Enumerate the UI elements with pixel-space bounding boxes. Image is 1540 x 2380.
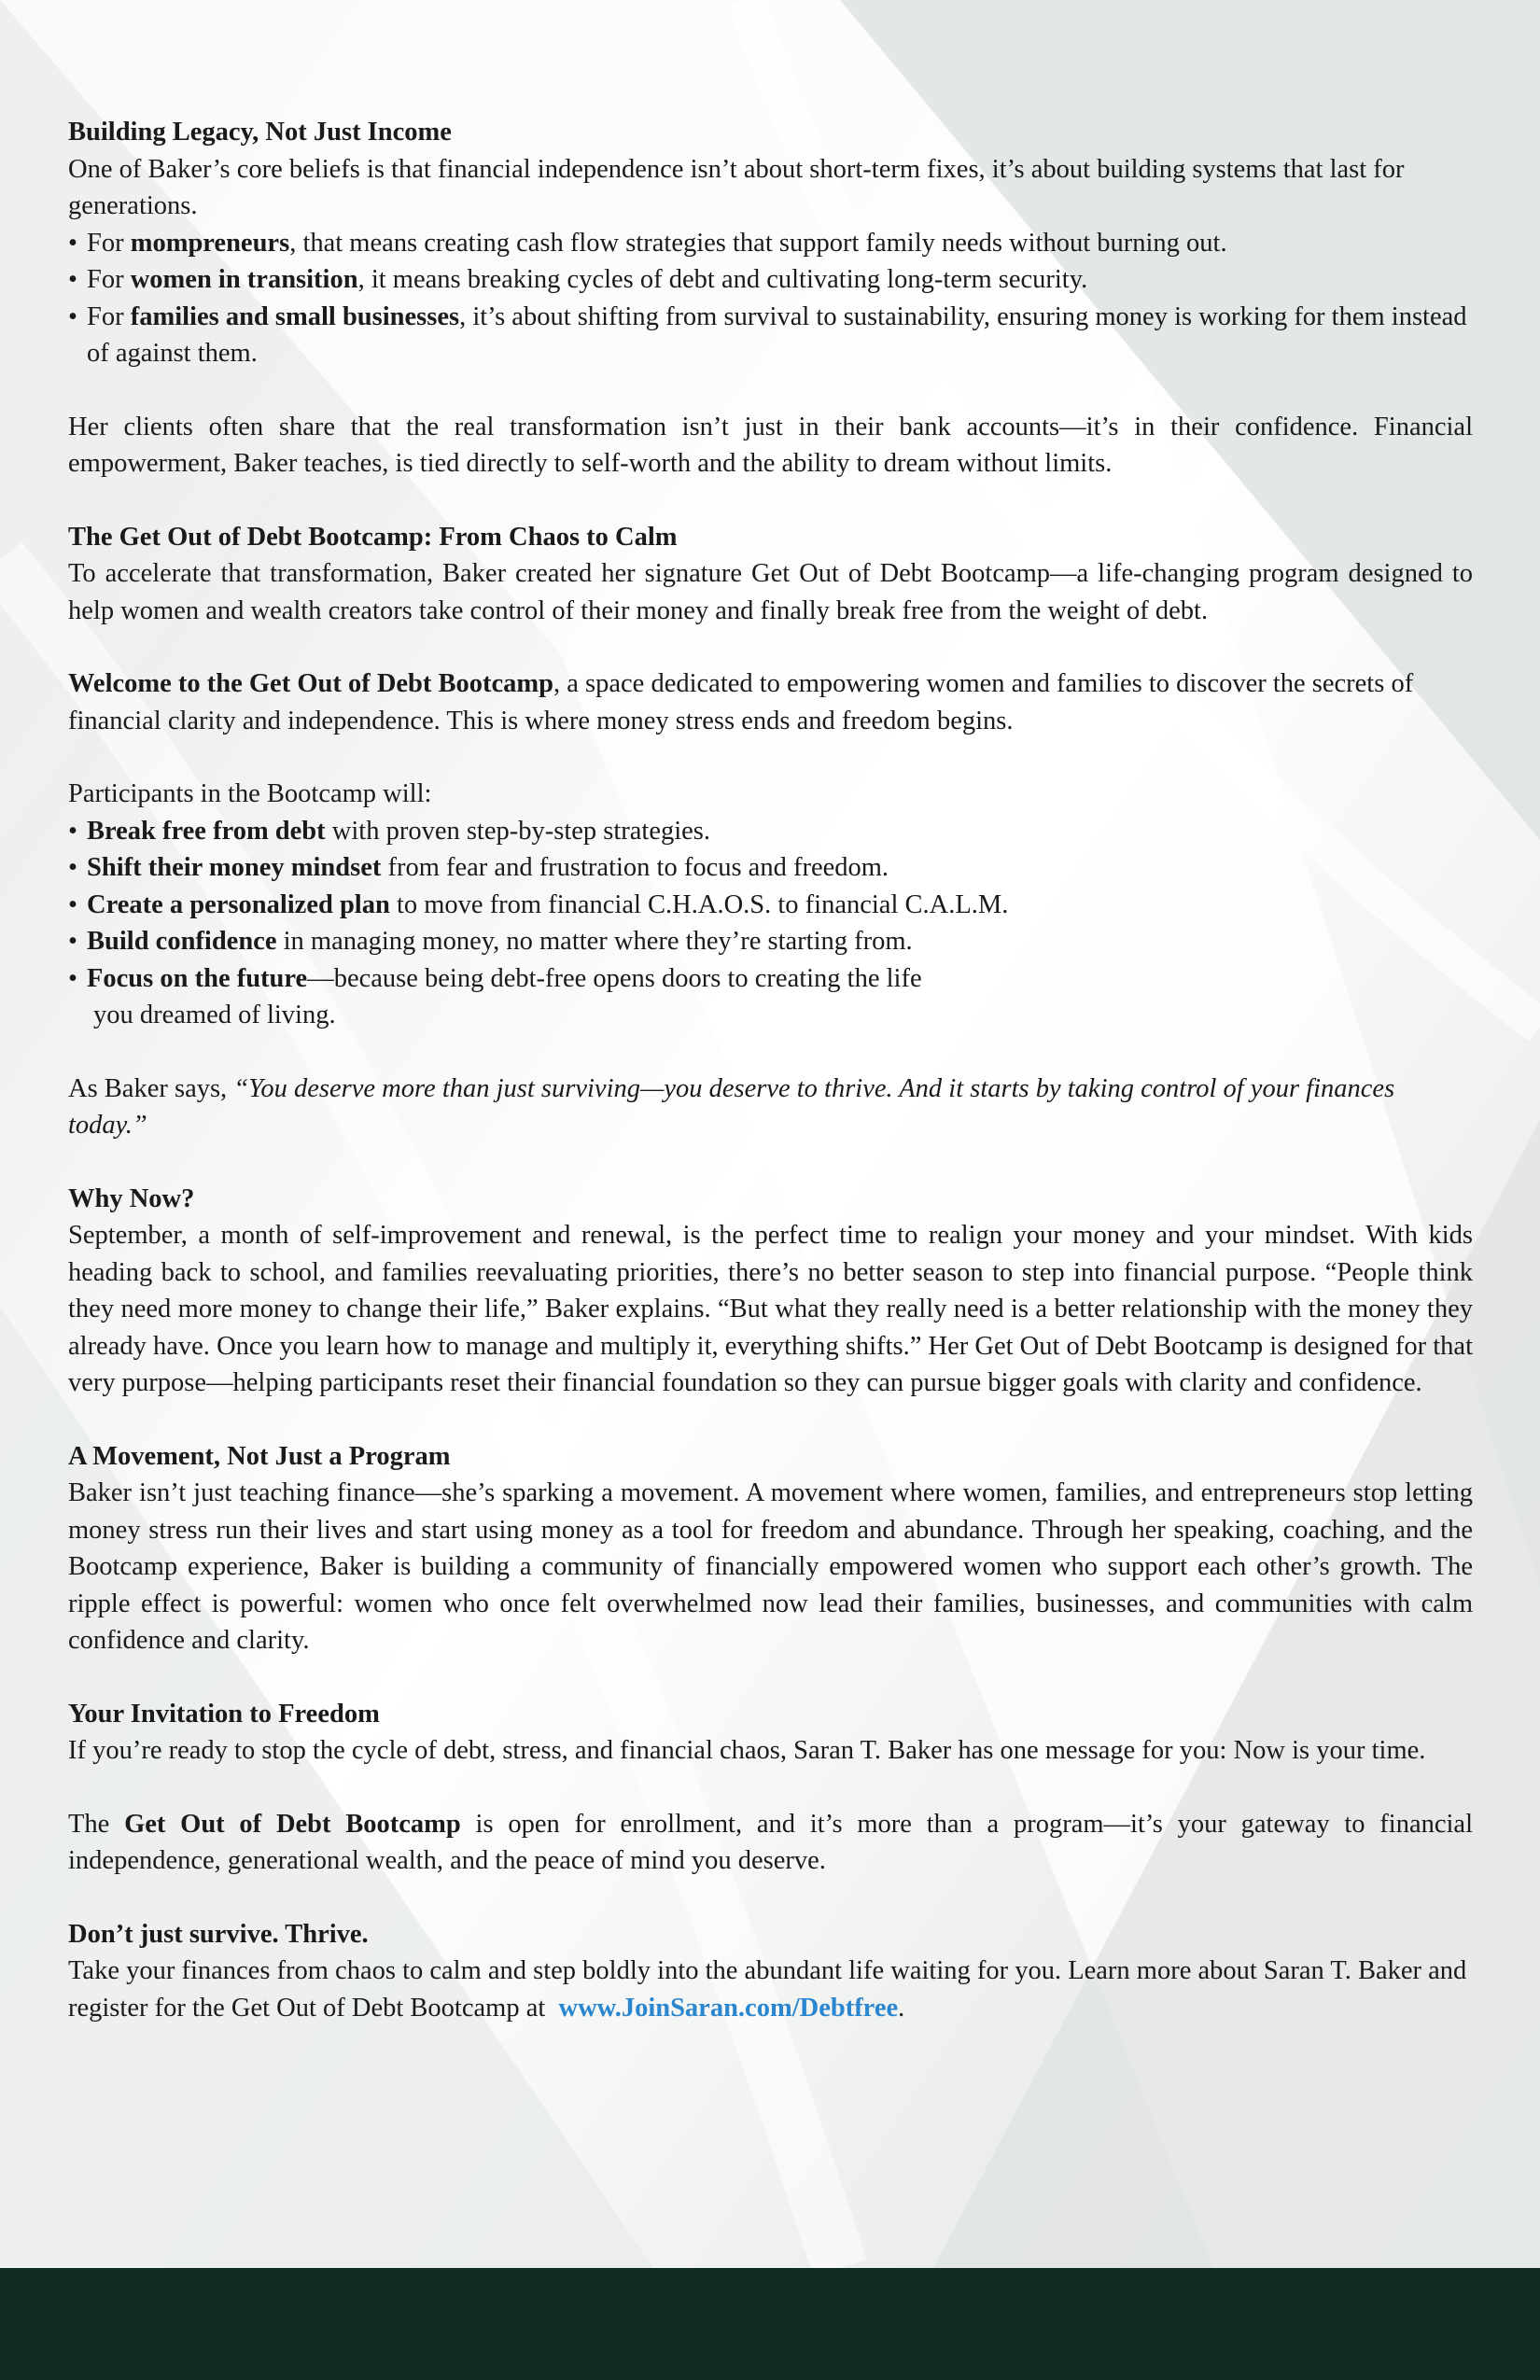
section-invitation — [68, 1696, 1473, 1770]
section-why-now — [68, 1181, 1473, 1402]
section-clients — [68, 409, 1473, 483]
section-welcome — [68, 665, 1473, 739]
list-item: • Focus on the future—because being debt-free opens doors to creating the life you dreamed of living. — [68, 963, 922, 1029]
heading-bootcamp: The Get Out of Debt Bootcamp: From Chaos to Calm — [68, 522, 678, 552]
enrollment-paragraph: The Get Out of Debt Bootcamp is open for enrollment, and it’s more than a program—it’s your gateway to financial independence, generational wealth, and the peace of mind you deserve. — [68, 1809, 1473, 1875]
list-item: • Create a personalized plan to move from financial C.H.A.O.S. to financial C.A.L.M. — [68, 889, 1009, 919]
participants-intro: Participants in the Bootcamp will: — [68, 779, 432, 808]
list-item: • For women in transition, it means breaking cycles of debt and cultivating long-term security. — [68, 265, 1088, 294]
legacy-bullet-list — [68, 225, 1473, 372]
participants-bullet-list — [68, 813, 1473, 1034]
list-item: • Shift their money mindset from fear and frustration to focus and freedom. — [68, 853, 889, 882]
bootcamp-paragraph: To accelerate that transformation, Baker created her signature Get Out of Debt Bootcamp—a life-changing program designed to help women and wealth creators take control of their money and finally break free from the weight of debt. — [68, 559, 1473, 625]
section-quote — [68, 1071, 1473, 1144]
why-now-paragraph: September, a month of self-improvement and renewal, is the perfect time to realign your money and your mindset. With kids heading back to school, and families reevaluating priorities, there’s no better season to step into financial purpose. “People think they need more money to change their life,” Baker explains. “But what they really need is a better relationship with the money they already have. Once you learn how to manage and multiply it, everything shifts.” Her Get Out of Debt Bootcamp is designed for that very purpose—helping participants reset their financial foundation so they can pursue bigger goals with clarity and confidence. — [68, 1221, 1473, 1397]
section-enrollment — [68, 1806, 1473, 1880]
list-item: • For families and small businesses, it’s about shifting from survival to sustainability, ensuring money is working for them instead of against them. — [68, 301, 1467, 368]
heading-movement: A Movement, Not Just a Program — [68, 1441, 451, 1471]
welcome-paragraph: Welcome to the Get Out of Debt Bootcamp, a space dedicated to empowering women and families to discover the secrets of financial clarity and independence. This is where money stress ends and freedom begins. — [68, 669, 1414, 735]
list-item: • Break free from debt with proven step-by-step strategies. — [68, 816, 711, 846]
quote-paragraph: As Baker says, “You deserve more than just surviving—you deserve to thrive. And it starts by taking control of your finances today.” — [68, 1073, 1395, 1140]
debtfree-link[interactable]: www.JoinSaran.com/Debtfree — [558, 1993, 899, 2023]
list-item: • For mompreneurs, that means creating cash flow strategies that support family needs without burning out. — [68, 228, 1227, 258]
legacy-intro: One of Baker’s core beliefs is that financial independence isn’t about short-term fixes, it’s about building systems that last for generations. — [68, 154, 1405, 220]
article-body — [68, 114, 1473, 2063]
heading-why-now: Why Now? — [68, 1183, 195, 1213]
section-movement — [68, 1438, 1473, 1659]
heading-invitation: Your Invitation to Freedom — [68, 1699, 380, 1729]
section-bootcamp — [68, 519, 1473, 630]
heading-building-legacy: Building Legacy, Not Just Income — [68, 118, 452, 147]
footer-band — [0, 2268, 1540, 2380]
thrive-paragraph: Take your finances from chaos to calm and step boldly into the abundant life waiting for you. Learn more about Saran T. Baker and register for the Get Out of Debt Bootcamp at www.JoinSaran.com/Debtfree. — [68, 1956, 1467, 2023]
section-thrive — [68, 1916, 1473, 2027]
clients-paragraph: Her clients often share that the real transformation isn’t just in their bank accounts—it’s in their confidence. Financial empowerment, Baker teaches, is tied directly to self-worth and the ability to dream without limits. — [68, 412, 1473, 478]
movement-paragraph: Baker isn’t just teaching finance—she’s sparking a movement. A movement where women, families, and entrepreneurs stop letting money stress run their lives and start using money as a tool for freedom and abundance. Through her speaking, coaching, and the Bootcamp experience, Baker is building a community of financially empowered women who support each other’s growth. The ripple effect is powerful: women who once felt overwhelmed now lead their families, businesses, and communities with calm confidence and clarity. — [68, 1478, 1473, 1655]
list-item: • Build confidence in managing money, no matter where they’re starting from. — [68, 927, 913, 956]
invitation-paragraph: If you’re ready to stop the cycle of debt, stress, and financial chaos, Saran T. Baker has one message for you: Now is your time. — [68, 1736, 1426, 1765]
heading-thrive: Don’t just survive. Thrive. — [68, 1919, 369, 1949]
section-building-legacy — [68, 114, 1473, 372]
section-participants — [68, 776, 1473, 1034]
